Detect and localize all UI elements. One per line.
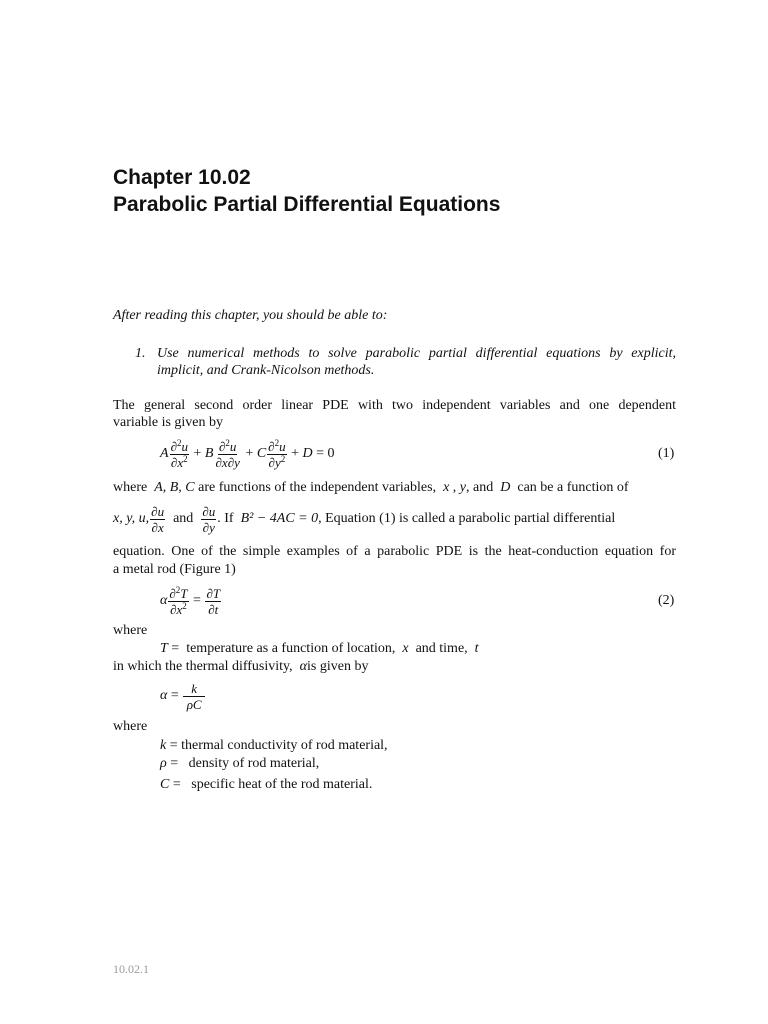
- equation-1: A $\frac{\partial^2u}{\partial x^2}$ + B $\frac{\partial^2u}{\partial x\partial y}$ + C $\frac{\partial^2u}{\partial y^2}$ + D = 0: [160, 437, 335, 470]
- where-label: where: [113, 623, 148, 638]
- T-and-time: and time,: [415, 641, 468, 656]
- objective-item-line1: Use numerical methods to solve parabolic partial differential equations by explicit,: [157, 346, 676, 361]
- diffusivity-text-a: in which the thermal diffusivity,: [113, 659, 293, 674]
- paragraph-line: variable is given by: [113, 415, 224, 430]
- equation-alpha: α = $\frac{k}{\rho C}$: [160, 676, 206, 716]
- and-word: and: [173, 511, 194, 526]
- equation-2: α $\frac{\partial^2T}{\partial x^2}$ = $\frac{\partial T}{\partial t}$: [160, 584, 221, 617]
- equation-2-number: (2): [658, 593, 675, 608]
- paragraph-line: equation. One of the simple examples of a parabolic PDE is the heat-conduction equation for: [113, 544, 676, 559]
- if-word: . If: [217, 511, 234, 526]
- vars-list: x, y, u,: [113, 511, 150, 526]
- objective-item-number: 1.: [135, 346, 146, 361]
- chapter-number: Chapter 10.02: [113, 166, 251, 189]
- definition-C: C = specific heat of the rod material.: [160, 777, 373, 792]
- paragraph-line: The general second order linear PDE with two independent variables and one dependent: [113, 398, 676, 413]
- diffusivity-line: in which the thermal diffusivity, αis given by: [113, 659, 369, 674]
- definition-rho: ρ = density of rod material,: [160, 756, 320, 771]
- rho-definition-text: density of rod material,: [188, 756, 320, 771]
- where-end: can be a function of: [517, 480, 629, 495]
- T-definition-text: temperature as a function of location,: [186, 641, 396, 656]
- where-word: where: [113, 480, 148, 495]
- where-and: , and: [466, 480, 494, 495]
- paragraph-line: a metal rod (Figure 1): [113, 562, 236, 577]
- C-definition-text: specific heat of the rod material.: [191, 777, 373, 792]
- coefficient-vars: A, B, C: [154, 480, 195, 495]
- objective-item-line2: implicit, and Crank-Nicolson methods.: [157, 363, 375, 378]
- paragraph-line: x, y, u, $\frac{\partial u}{\partial x}$ and $\frac{\partial u}{\partial y}$ . If B² − 4AC = 0 , Equation (1) is called a parabolic partial differential: [113, 503, 616, 535]
- paragraph-line: where A, B, C are functions of the independent variables, x , y, and D can be a function of: [113, 480, 629, 495]
- k-definition-text: thermal conductivity of rod material,: [181, 738, 388, 753]
- where-label: where: [113, 719, 148, 734]
- definition-T: T = temperature as a function of location, x and time, t: [160, 641, 479, 656]
- where-text: are functions of the independent variables,: [198, 480, 437, 495]
- line-rest: , Equation (1) is called a parabolic partial differential: [318, 511, 616, 526]
- objectives-intro: After reading this chapter, you should be able to:: [113, 308, 388, 323]
- var-y: y: [459, 480, 467, 495]
- diffusivity-text-b: is given by: [307, 659, 369, 674]
- var-D: D: [500, 480, 511, 495]
- definition-k: k = thermal conductivity of rod material,: [160, 738, 388, 753]
- parabolic-condition: B² − 4AC = 0: [240, 511, 319, 526]
- chapter-title: Parabolic Partial Differential Equations: [113, 193, 501, 216]
- equation-1-number: (1): [658, 446, 675, 461]
- var-x: x: [443, 480, 450, 495]
- page-number: 10.02.1: [113, 962, 149, 976]
